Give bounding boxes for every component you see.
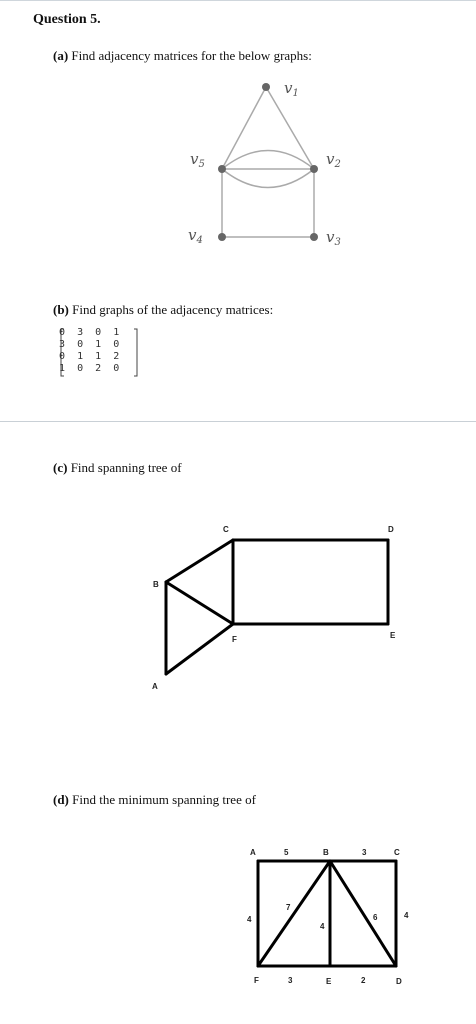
edge-b-f	[166, 582, 233, 624]
edge-a-f	[166, 624, 233, 674]
weight-c-d: 4	[404, 911, 409, 920]
weight-a-b: 5	[284, 848, 289, 857]
part-c-heading	[53, 460, 182, 476]
node-a-label: A	[250, 848, 256, 857]
node-c-label: C	[223, 525, 229, 534]
part-a-label: (a)	[53, 48, 69, 63]
vertex-v2	[310, 165, 318, 173]
matrix-row: 3 0 1 0	[59, 339, 120, 350]
node-d-label: D	[388, 525, 394, 534]
part-d-label: (d)	[53, 792, 69, 807]
part-a-heading	[53, 48, 312, 64]
graph-a	[0, 70, 476, 260]
label-v5: $v_5$	[190, 150, 205, 170]
node-c-label: C	[394, 848, 400, 857]
part-b-label: (b)	[53, 302, 69, 317]
graph-c	[0, 515, 476, 695]
section-divider	[0, 421, 476, 422]
part-d-heading	[53, 792, 256, 808]
matrix-row: 0 3 0 1	[59, 327, 120, 338]
weight-b-d: 6	[373, 913, 378, 922]
part-c-text: Find spanning tree of	[70, 460, 182, 475]
matrix-row: 1 0 2 0	[59, 363, 120, 374]
node-b-label: B	[323, 848, 329, 857]
edge-f-b	[258, 861, 330, 966]
label-v3: $v_3$	[326, 228, 341, 248]
weight-f-e: 3	[288, 976, 293, 985]
weight-e-d: 2	[361, 976, 366, 985]
weight-f-b: 7	[286, 903, 291, 912]
label-v1: $v_1$	[284, 79, 299, 99]
vertex-v5	[218, 165, 226, 173]
weight-b-c: 3	[362, 848, 367, 857]
part-c-label: (c)	[53, 460, 68, 475]
node-f-label: F	[254, 976, 259, 985]
node-f-label: F	[232, 635, 237, 644]
weight-b-e: 4	[320, 922, 325, 931]
question-title: Question 5.	[33, 12, 101, 27]
matrix-row: 0 1 1 2	[59, 351, 120, 362]
node-a-label: A	[152, 682, 158, 691]
matrix-right-bracket	[134, 329, 137, 376]
label-v2: $v_2$	[326, 150, 341, 170]
top-border	[0, 0, 476, 1]
part-a-text: Find adjacency matrices for the below graphs:	[71, 48, 312, 63]
node-e-label: E	[390, 631, 396, 640]
edge-v5-v2-lower	[222, 169, 314, 188]
edge-v5-v2-upper	[222, 151, 314, 170]
vertex-v3	[310, 233, 318, 241]
weight-a-f: 4	[247, 915, 252, 924]
vertex-v4	[218, 233, 226, 241]
edge-v1-v2	[266, 87, 314, 169]
vertex-v1	[262, 83, 270, 91]
part-b-text: Find graphs of the adjacency matrices:	[72, 302, 274, 317]
edge-v1-v5	[222, 87, 266, 169]
adjacency-matrix	[59, 327, 119, 375]
node-e-label: E	[326, 977, 332, 986]
part-b-heading	[53, 302, 273, 318]
edge-b-c	[166, 540, 233, 582]
node-d-label: D	[396, 977, 402, 986]
graph-d	[0, 840, 476, 990]
edge-b-d	[330, 861, 396, 966]
node-b-label: B	[153, 580, 159, 589]
label-v4: $v_4$	[188, 226, 203, 246]
part-d-text: Find the minimum spanning tree of	[72, 792, 256, 807]
